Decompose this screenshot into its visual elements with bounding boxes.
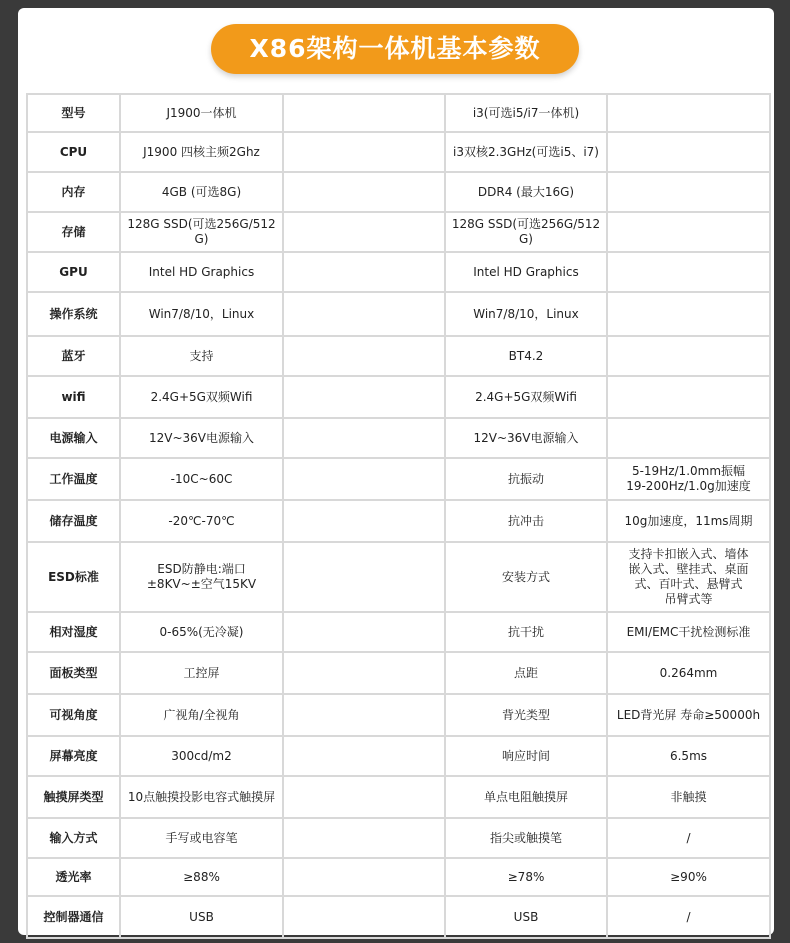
spec-value-2: 128G SSD(可选256G/512G) (445, 212, 607, 252)
spec-label: 面板类型 (27, 652, 120, 694)
spec-value-3 (607, 376, 770, 418)
spec-value-3 (607, 418, 770, 458)
spec-blank (283, 172, 445, 212)
spec-label: 触摸屏类型 (27, 776, 120, 818)
spec-blank (283, 212, 445, 252)
spec-label: wifi (27, 376, 120, 418)
spec-value-3 (607, 212, 770, 252)
table-row (27, 172, 770, 212)
table-row (27, 500, 770, 542)
spec-value-1: -10C~60C (120, 458, 283, 500)
spec-label: 蓝牙 (27, 336, 120, 376)
spec-value-1: 2.4G+5G双频Wifi (120, 376, 283, 418)
spec-value-2: BT4.2 (445, 336, 607, 376)
table-row (27, 252, 770, 292)
spec-blank (283, 252, 445, 292)
spec-label: 相对湿度 (27, 612, 120, 652)
spec-value-1: 0-65%(无冷凝) (120, 612, 283, 652)
table-row (27, 858, 770, 896)
spec-blank (283, 376, 445, 418)
spec-value-2: 指尖或触摸笔 (445, 818, 607, 858)
spec-value-2: 响应时间 (445, 736, 607, 776)
spec-value-1: 工控屏 (120, 652, 283, 694)
page-title: X86架构一体机基本参数 (211, 24, 579, 74)
spec-blank (283, 458, 445, 500)
spec-blank (283, 736, 445, 776)
spec-value-1: ≥88% (120, 858, 283, 896)
spec-value-3: 5-19Hz/1.0mm振幅 19-200Hz/1.0g加速度 (607, 458, 770, 500)
spec-value-3 (607, 252, 770, 292)
spec-blank (283, 132, 445, 172)
spec-value-3: 非触摸 (607, 776, 770, 818)
table-row (27, 132, 770, 172)
table-row (27, 818, 770, 858)
spec-value-2: 2.4G+5G双频Wifi (445, 376, 607, 418)
spec-label: 可视角度 (27, 694, 120, 736)
spec-value-1: J1900一体机 (120, 94, 283, 132)
spec-value-3: / (607, 818, 770, 858)
spec-label: 型号 (27, 94, 120, 132)
spec-value-2: 点距 (445, 652, 607, 694)
spec-value-3: 支持卡扣嵌入式、墙体 嵌入式、壁挂式、桌面 式、百叶式、悬臂式 吊臂式等 (607, 542, 770, 612)
table-row (27, 292, 770, 336)
spec-value-1: Intel HD Graphics (120, 252, 283, 292)
spec-value-1: 手写或电容笔 (120, 818, 283, 858)
spec-blank (283, 542, 445, 612)
spec-blank (283, 500, 445, 542)
spec-value-2: Win7/8/10，Linux (445, 292, 607, 336)
table-row (27, 212, 770, 252)
spec-value-2: 安装方式 (445, 542, 607, 612)
spec-value-2: 抗冲击 (445, 500, 607, 542)
spec-value-3 (607, 172, 770, 212)
spec-value-3: 10g加速度，11ms周期 (607, 500, 770, 542)
spec-value-1: 10点触摸投影电容式触摸屏 (120, 776, 283, 818)
spec-blank (283, 896, 445, 938)
spec-value-1: 12V~36V电源输入 (120, 418, 283, 458)
spec-value-3: 6.5ms (607, 736, 770, 776)
spec-blank (283, 694, 445, 736)
spec-blank (283, 652, 445, 694)
spec-value-1: J1900 四核主频2Ghz (120, 132, 283, 172)
spec-blank (283, 292, 445, 336)
spec-value-3 (607, 94, 770, 132)
spec-value-2: 抗干扰 (445, 612, 607, 652)
spec-blank (283, 418, 445, 458)
spec-value-3 (607, 292, 770, 336)
spec-value-1: 300cd/m2 (120, 736, 283, 776)
spec-value-1: 4GB (可选8G) (120, 172, 283, 212)
spec-value-1: 广视角/全视角 (120, 694, 283, 736)
spec-blank (283, 776, 445, 818)
spec-blank (283, 94, 445, 132)
spec-value-2: 单点电阻触摸屏 (445, 776, 607, 818)
spec-value-2: Intel HD Graphics (445, 252, 607, 292)
spec-blank (283, 336, 445, 376)
spec-label: 内存 (27, 172, 120, 212)
spec-table (26, 93, 771, 939)
spec-value-2: ≥78% (445, 858, 607, 896)
spec-value-3: 0.264mm (607, 652, 770, 694)
spec-label: 屏幕亮度 (27, 736, 120, 776)
spec-value-2: 12V~36V电源输入 (445, 418, 607, 458)
spec-value-3: / (607, 896, 770, 938)
spec-value-1: USB (120, 896, 283, 938)
spec-label: CPU (27, 132, 120, 172)
spec-blank (283, 612, 445, 652)
spec-value-3: EMI/EMC干扰检测标准 (607, 612, 770, 652)
spec-label: ESD标准 (27, 542, 120, 612)
spec-label: 操作系统 (27, 292, 120, 336)
spec-label: 储存温度 (27, 500, 120, 542)
table-row (27, 736, 770, 776)
table-row (27, 652, 770, 694)
table-row (27, 336, 770, 376)
spec-value-1: Win7/8/10，Linux (120, 292, 283, 336)
spec-value-1: ESD防静电:端口 ±8KV~±空气15KV (120, 542, 283, 612)
table-row (27, 896, 770, 938)
spec-value-3: ≥90% (607, 858, 770, 896)
spec-value-2: DDR4 (最大16G) (445, 172, 607, 212)
spec-value-2: i3双核2.3GHz(可选i5、i7) (445, 132, 607, 172)
spec-value-3: LED背光屏 寿命≥50000h (607, 694, 770, 736)
table-row (27, 694, 770, 736)
spec-value-2: 抗振动 (445, 458, 607, 500)
spec-blank (283, 858, 445, 896)
table-row (27, 542, 770, 612)
spec-value-3 (607, 336, 770, 376)
spec-value-2: USB (445, 896, 607, 938)
spec-card (18, 8, 774, 935)
spec-label: 电源输入 (27, 418, 120, 458)
spec-label: 透光率 (27, 858, 120, 896)
table-row (27, 94, 770, 132)
spec-label: GPU (27, 252, 120, 292)
spec-value-2: 背光类型 (445, 694, 607, 736)
spec-blank (283, 818, 445, 858)
spec-label: 输入方式 (27, 818, 120, 858)
spec-value-3 (607, 132, 770, 172)
spec-value-1: -20℃-70℃ (120, 500, 283, 542)
spec-label: 存储 (27, 212, 120, 252)
table-row (27, 458, 770, 500)
spec-value-1: 128G SSD(可选256G/512G) (120, 212, 283, 252)
table-row (27, 418, 770, 458)
table-row (27, 776, 770, 818)
spec-label: 工作温度 (27, 458, 120, 500)
table-row (27, 612, 770, 652)
table-row (27, 376, 770, 418)
spec-value-2: i3(可选i5/i7一体机) (445, 94, 607, 132)
spec-value-1: 支持 (120, 336, 283, 376)
spec-label: 控制器通信 (27, 896, 120, 938)
